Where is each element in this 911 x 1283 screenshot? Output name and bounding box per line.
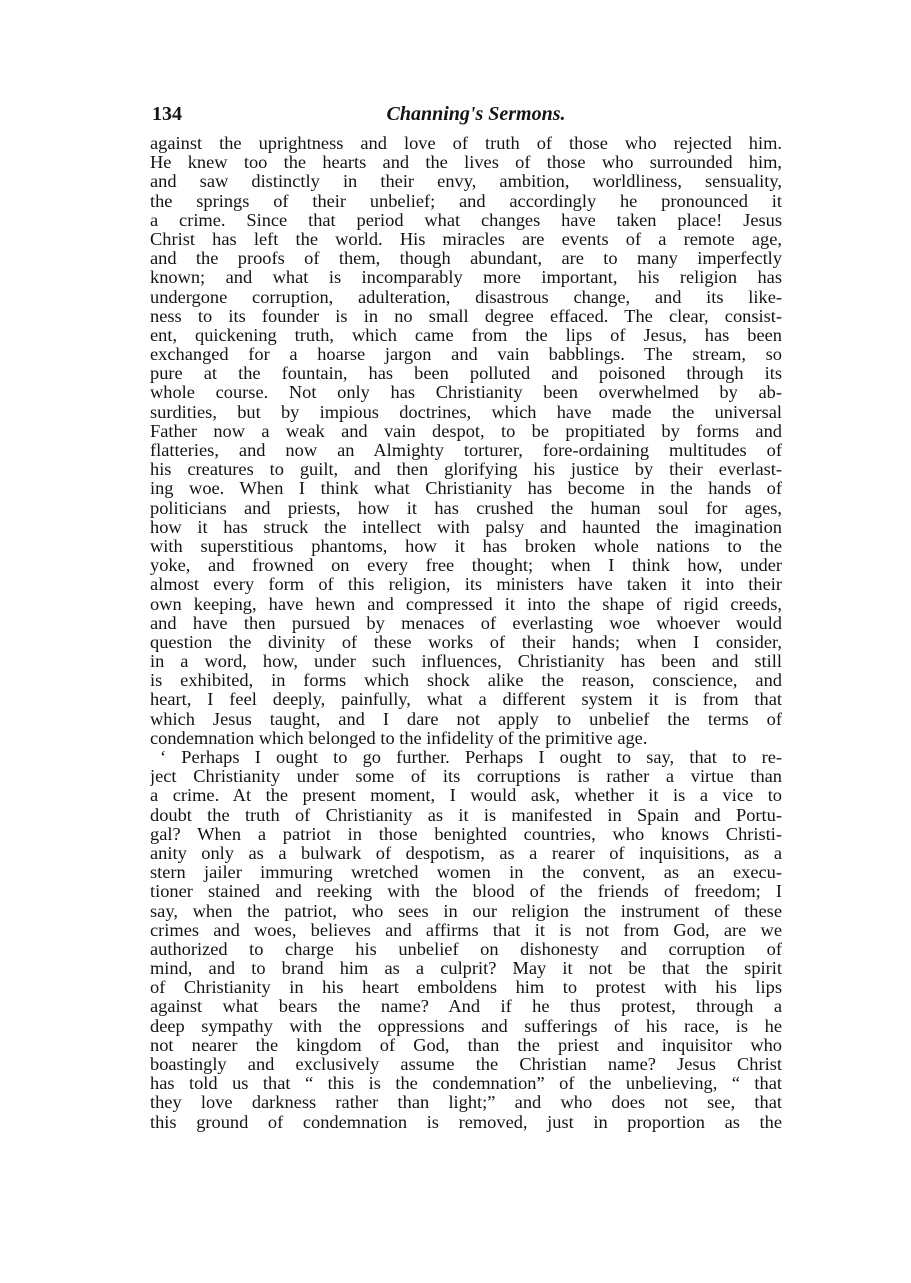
paragraph-1 bbox=[150, 134, 782, 748]
text-line: politicians and priests, how it has crushed the human soul for ages, bbox=[150, 498, 782, 518]
text-line: authorized to charge his unbelief on dishonesty and corruption of bbox=[150, 939, 782, 959]
text-line: Father now a weak and vain despot, to be propitiated by forms and bbox=[150, 421, 782, 441]
text-line: boastingly and exclusively assume the Christian name? Jesus Christ bbox=[150, 1055, 782, 1074]
text-line: say, when the patriot, who sees in our religion the instrument of these bbox=[150, 901, 782, 921]
text-line: deep sympathy with the oppressions and sufferings of his race, is he bbox=[150, 1016, 782, 1036]
text-line: flatteries, and now an Almighty torturer, fore-ordaining multitudes of bbox=[150, 441, 782, 460]
text-line: how it has struck the intellect with palsy and haunted the imagination bbox=[150, 517, 782, 537]
text-line: anity only as a bulwark of despotism, as a rearer of inquisitions, as a bbox=[150, 843, 782, 863]
text-line: of Christianity in his heart emboldens him to protest with his lips bbox=[150, 978, 782, 998]
text-line: a crime. At the present moment, I would ask, whether it is a vice to bbox=[150, 786, 782, 806]
text-line: question the divinity of these works of their hands; when I consider, bbox=[150, 632, 782, 652]
text-line: crimes and woes, believes and affirms that it is not from God, are we bbox=[150, 920, 782, 940]
text-line: ject Christianity under some of its corruptions is rather a virtue than bbox=[150, 767, 782, 787]
text-line: and saw distinctly in their envy, ambition, worldliness, sensuality, bbox=[150, 172, 782, 192]
text-line: tioner stained and reeking with the blood of the friends of freedom; I bbox=[150, 882, 782, 902]
text-line: against the uprightness and love of truth of those who rejected him. bbox=[150, 134, 782, 153]
text-line: surdities, but by impious doctrines, which have made the universal bbox=[150, 402, 782, 422]
text-line: exchanged for a hoarse jargon and vain babblings. The stream, so bbox=[150, 345, 782, 365]
text-line: almost every form of this religion, its ministers have taken it into their bbox=[150, 575, 782, 595]
text-line: condemnation which belonged to the infidelity of the primitive age. bbox=[150, 728, 648, 748]
text-line: not nearer the kingdom of God, than the priest and inquisitor who bbox=[150, 1035, 782, 1055]
paragraph-2 bbox=[150, 748, 782, 1132]
text-line: whole course. Not only has Christianity been overwhelmed by ab- bbox=[150, 383, 782, 403]
text-line: Christ has left the world. His miracles are events of a remote age, bbox=[150, 229, 782, 249]
body-text bbox=[150, 134, 782, 1132]
text-line: in a word, how, under such influences, Christianity has been and still bbox=[150, 652, 782, 672]
text-line: own keeping, have hewn and compressed it into the shape of rigid creeds, bbox=[150, 594, 782, 614]
text-line: doubt the truth of Christianity as it is manifested in Spain and Portu- bbox=[150, 805, 782, 825]
text-line: and the proofs of them, though abundant, are to many imperfectly bbox=[150, 249, 782, 269]
page-header bbox=[150, 100, 782, 134]
text-line: ‘ Perhaps I ought to go further. Perhaps I ought to say, that to re- bbox=[160, 748, 782, 767]
text-line: stern jailer immuring wretched women in the convent, as an execu- bbox=[150, 863, 782, 883]
text-line: undergone corruption, adulteration, disastrous change, and its like- bbox=[150, 287, 782, 307]
text-line: against what bears the name? And if he thus protest, through a bbox=[150, 997, 782, 1017]
text-line: this ground of condemnation is removed, just in proportion as the bbox=[150, 1112, 782, 1132]
text-line: ness to its founder is in no small degree effaced. The clear, consist- bbox=[150, 306, 782, 326]
running-title: Channing's Sermons. bbox=[386, 103, 566, 125]
text-line: they love darkness rather than light;” and who does not see, that bbox=[150, 1093, 782, 1113]
text-line: known; and what is incomparably more important, his religion has bbox=[150, 268, 782, 288]
text-line: gal? When a patriot in those benighted countries, who knows Christi- bbox=[150, 824, 782, 844]
page-number: 134 bbox=[152, 103, 182, 125]
text-line: the springs of their unbelief; and accordingly he pronounced it bbox=[150, 191, 782, 211]
text-line: yoke, and frowned on every free thought; when I think how, under bbox=[150, 556, 782, 576]
text-line: pure at the fountain, has been polluted and poisoned through its bbox=[150, 364, 782, 384]
text-line: has told us that “ this is the condemnation” of the unbelieving, “ that bbox=[150, 1074, 782, 1094]
text-line: ent, quickening truth, which came from the lips of Jesus, has been bbox=[150, 325, 782, 345]
text-line: mind, and to brand him as a culprit? May it not be that the spirit bbox=[150, 959, 782, 979]
text-line: heart, I feel deeply, painfully, what a different system it is from that bbox=[150, 690, 782, 710]
text-line: He knew too the hearts and the lives of those who surrounded him, bbox=[150, 153, 782, 173]
text-line: his creatures to guilt, and then glorifying his justice by their everlast- bbox=[150, 460, 782, 480]
text-line: ing woe. When I think what Christianity has become in the hands of bbox=[150, 479, 782, 499]
text-line: and have then pursued by menaces of everlasting woe whoever would bbox=[150, 613, 782, 633]
text-line: with superstitious phantoms, how it has broken whole nations to the bbox=[150, 536, 782, 556]
text-line: a crime. Since that period what changes have taken place! Jesus bbox=[150, 210, 782, 230]
text-line: is exhibited, in forms which shock alike the reason, conscience, and bbox=[150, 671, 782, 691]
text-line: which Jesus taught, and I dare not apply to unbelief the terms of bbox=[150, 709, 782, 729]
